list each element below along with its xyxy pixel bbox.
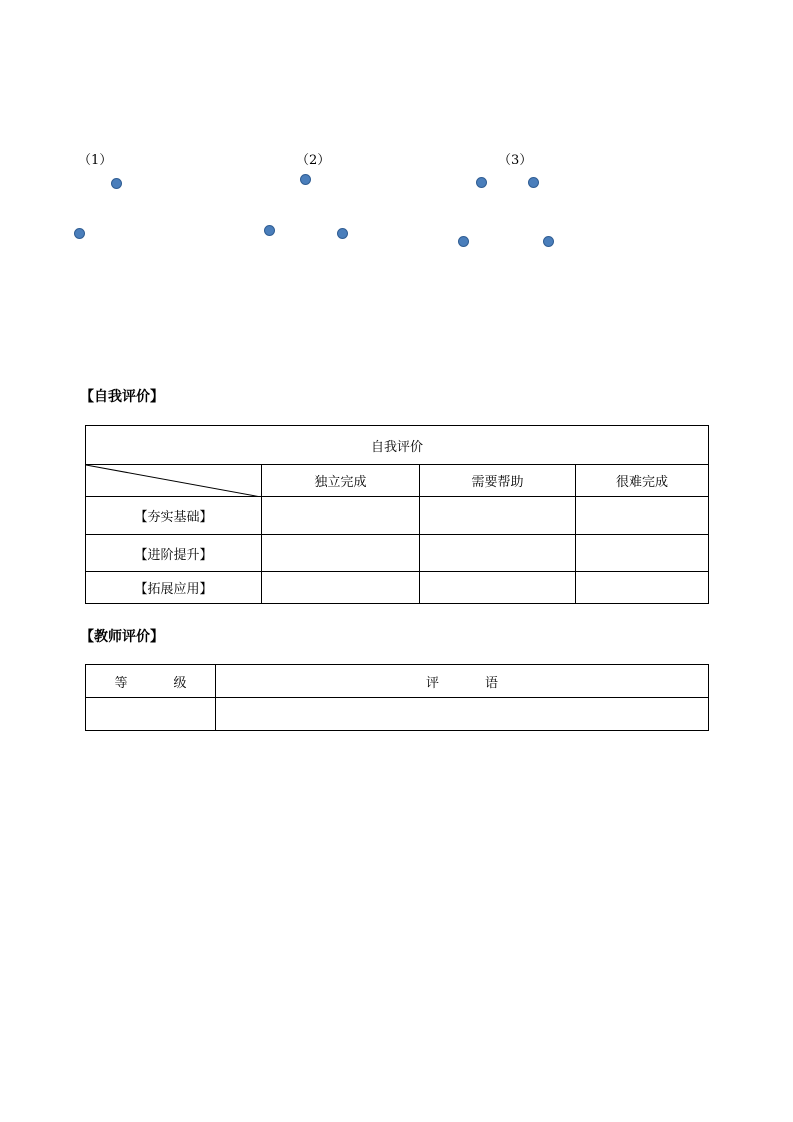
rating-cell[interactable] (420, 497, 576, 535)
rating-cell[interactable] (420, 572, 576, 604)
grade-char: 等 (114, 675, 128, 691)
point-dot (458, 236, 469, 247)
point-dot (111, 178, 122, 189)
rating-cell[interactable] (262, 572, 420, 604)
diagonal-line (86, 465, 261, 497)
rating-cell[interactable] (262, 497, 420, 535)
row-header: 【夯实基础】 (86, 497, 262, 535)
self-eval-table (85, 425, 709, 604)
grade-char: 级 (173, 675, 187, 691)
self-eval-heading: 【自我评价】 (80, 389, 164, 405)
row-header: 【拓展应用】 (86, 572, 262, 604)
comment-char: 语 (485, 675, 499, 691)
point-dot (264, 225, 275, 236)
comment-header (216, 665, 709, 698)
row-header: 【进阶提升】 (86, 535, 262, 572)
point-dot (300, 174, 311, 185)
rating-cell[interactable] (576, 497, 709, 535)
grade-header (86, 665, 216, 698)
figure-1-label: （1） (78, 153, 113, 168)
self-eval-title: 自我评价 (86, 426, 709, 465)
point-dot (476, 177, 487, 188)
column-header: 很难完成 (576, 465, 709, 497)
teacher-eval-heading: 【教师评价】 (80, 629, 164, 645)
figure-3-label: （3） (498, 153, 533, 168)
point-dot (543, 236, 554, 247)
grade-cell[interactable] (86, 698, 216, 731)
rating-cell[interactable] (420, 535, 576, 572)
point-dot (74, 228, 85, 239)
rating-cell[interactable] (576, 535, 709, 572)
rating-cell[interactable] (262, 535, 420, 572)
figure-2-label: （2） (296, 153, 331, 168)
rating-cell[interactable] (576, 572, 709, 604)
diagonal-header-cell (86, 465, 262, 497)
comment-cell[interactable] (216, 698, 709, 731)
point-dot (337, 228, 348, 239)
teacher-eval-table (85, 664, 709, 731)
column-header: 需要帮助 (420, 465, 576, 497)
column-header: 独立完成 (262, 465, 420, 497)
point-dot (528, 177, 539, 188)
comment-char: 评 (425, 675, 439, 691)
